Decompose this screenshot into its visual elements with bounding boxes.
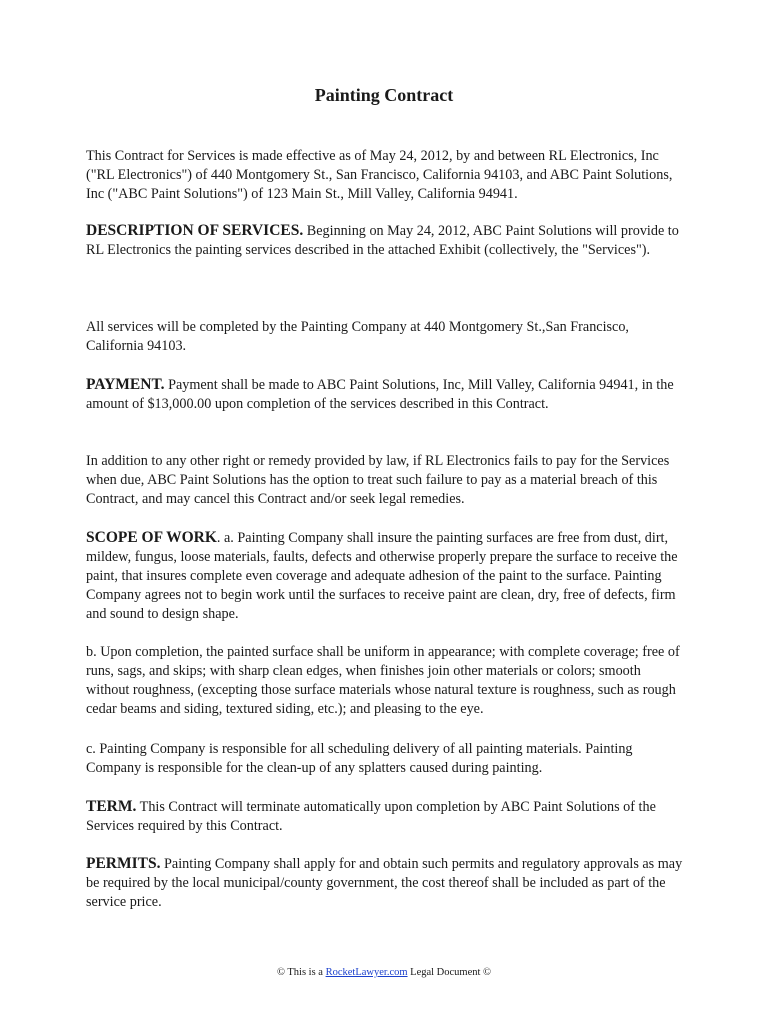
permits-body: Painting Company shall apply for and obtain such permits and regulatory approvals as may be required by the local municipal/county government, the cost thereof shall be included as part of the service price. bbox=[86, 856, 683, 910]
term-body: This Contract will terminate automatically upon completion by ABC Paint Solutions of the Services required by this Contract. bbox=[86, 799, 656, 834]
permits-paragraph bbox=[86, 854, 686, 912]
rocketlawyer-link[interactable]: RocketLawyer.com bbox=[325, 967, 408, 978]
payment-heading: PAYMENT. bbox=[86, 376, 165, 393]
permits-heading: PERMITS. bbox=[86, 855, 161, 872]
term-paragraph bbox=[86, 797, 686, 836]
payment-paragraph bbox=[86, 375, 686, 414]
term-heading: TERM. bbox=[86, 798, 137, 815]
footer-notice bbox=[0, 966, 768, 980]
scope-of-work-paragraph bbox=[86, 528, 686, 624]
footer-prefix: © This is a bbox=[276, 967, 326, 978]
scope-c-paragraph: c. Painting Company is responsible for all scheduling delivery of all painting materials. Painting Company is responsible for the clean-up of any splatters caused during painting. bbox=[86, 741, 633, 776]
document-title: Painting Contract bbox=[314, 85, 454, 105]
scope-body: . a. Painting Company shall insure the painting surfaces are free from dust, dirt, mildew, fungus, loose materials, faults, defects and otherwise properly prepare the surface to receive the paint, that insures complete even coverage and adequate adhesion of the paint to the surface. Painting Company agrees not to begin work until the surfaces to receive paint are clean, dry, free of defects, firm and sound to design shape. bbox=[86, 530, 678, 622]
description-of-services-paragraph bbox=[86, 221, 686, 260]
description-body: Beginning on May 24, 2012, ABC Paint Solutions will provide to RL Electronics the painting services described in the attached Exhibit (collectively, the "Services"). bbox=[86, 223, 679, 258]
services-location-paragraph: All services will be completed by the Painting Company at 440 Montgomery St.,San Francisco, California 94103. bbox=[86, 319, 629, 354]
footer-suffix: Legal Document © bbox=[407, 967, 492, 978]
description-heading: DESCRIPTION OF SERVICES. bbox=[86, 222, 304, 239]
intro-paragraph: This Contract for Services is made effective as of May 24, 2012, by and between RL Electronics, Inc ("RL Electronics") of 440 Montgomery St., San Francisco, California 94103, and ABC Paint Solutions, Inc ("ABC Paint Solutions") of 123 Main St., Mill Valley, California 94941. bbox=[86, 148, 673, 202]
scope-b-paragraph: b. Upon completion, the painted surface shall be uniform in appearance; with complete coverage; free of runs, sags, and skips; with sharp clean edges, when finishes join other materials or colors; smooth without roughness, (excepting those surface materials whose natural texture is roughness, such as rough cedar beams and siding, textured siding, etc.); and pleasing to the eye. bbox=[86, 644, 680, 717]
scope-heading: SCOPE OF WORK bbox=[86, 529, 217, 546]
remedy-paragraph: In addition to any other right or remedy provided by law, if RL Electronics fails to pay for the Services when due, ABC Paint Solutions has the option to treat such failure to pay as a material breach of this Contract, and may cancel this Contract and/or seek legal remedies. bbox=[86, 453, 670, 507]
payment-body: Payment shall be made to ABC Paint Solutions, Inc, Mill Valley, California 94941, in the amount of $13,000.00 upon completion of the services described in this Contract. bbox=[86, 377, 674, 412]
